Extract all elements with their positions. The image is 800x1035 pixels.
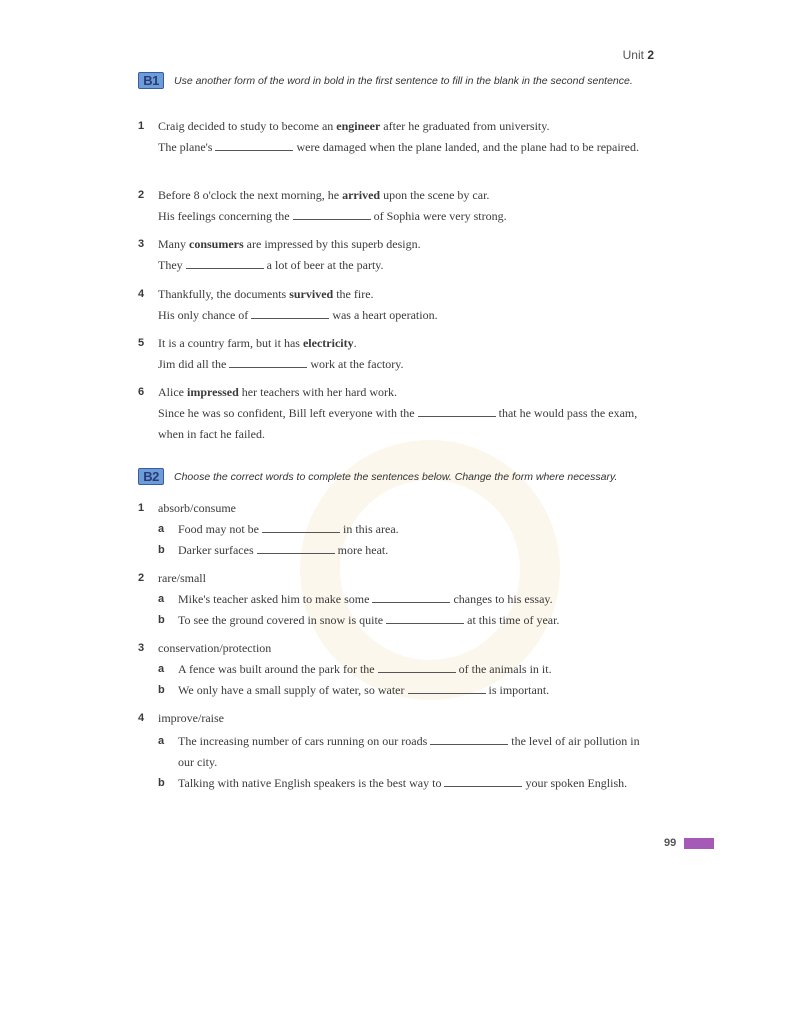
answer-blank[interactable] [186, 260, 264, 269]
answer-blank[interactable] [251, 310, 329, 319]
b2-group-4-words: 4 improve/raise [138, 711, 224, 725]
b2-group-2-words: 2 rare/small [138, 571, 206, 585]
answer-blank[interactable] [293, 211, 371, 220]
b1-item-5: 5 It is a country farm, but it has electricity. Jim did all the work at the factory. [138, 336, 404, 371]
b2-instruction: B2 Choose the correct words to complete the sentences below. Change the form where necessary. [138, 468, 668, 487]
b2-item-4a: a The increasing number of cars running on our roads the level of air pollution in our city. [158, 734, 640, 769]
answer-blank[interactable] [372, 594, 450, 603]
b1-item-1: 1 Craig decided to study to become an engineer after he graduated from university. The plane's were damaged when the plane landed, and the plane had to be repaired. [138, 119, 639, 154]
b1-item-6: 6 Alice impressed her teachers with her hard work. Since he was so confident, Bill left everyone with the that he would pass the exam, when in fact he failed. [138, 385, 638, 441]
answer-blank[interactable] [229, 359, 307, 368]
b2-item-2b: b To see the ground covered in snow is quite at this time of year. [158, 613, 560, 627]
b1-instruction: B1 Use another form of the word in bold in the first sentence to fill in the blank in the second sentence. [138, 72, 668, 91]
b1-item-2: 2 Before 8 o'clock the next morning, he arrived upon the scene by car. His feelings concerning the of Sophia were very strong. [138, 188, 507, 223]
b1-item-4: 4 Thankfully, the documents survived the fire. His only chance of was a heart operation. [138, 287, 438, 322]
b2-item-3b: b We only have a small supply of water, so water is important. [158, 683, 550, 697]
b2-item-4b: b Talking with native English speakers is the best way to your spoken English. [158, 776, 628, 790]
answer-blank[interactable] [418, 408, 496, 417]
b2-item-3a: a A fence was built around the park for the of the animals in it. [158, 662, 552, 676]
answer-blank[interactable] [215, 142, 293, 151]
answer-blank[interactable] [386, 615, 464, 624]
page-number-bar [684, 838, 714, 849]
b2-item-1b: b Darker surfaces more heat. [158, 543, 389, 557]
b2-item-1a: a Food may not be in this area. [158, 522, 399, 536]
b2-group-3-words: 3 conservation/protection [138, 641, 272, 655]
page-number: 99 [664, 837, 677, 849]
b1-item-3: 3 Many consumers are impressed by this superb design. They a lot of beer at the party. [138, 237, 421, 272]
b2-badge: B2 [138, 468, 164, 485]
answer-blank[interactable] [430, 736, 508, 745]
b2-group-1-words: 1 absorb/consume [138, 501, 236, 515]
b1-badge: B1 [138, 72, 164, 89]
answer-blank[interactable] [262, 524, 340, 533]
unit-header: Unit 2 [622, 48, 654, 62]
answer-blank[interactable] [444, 778, 522, 787]
b2-item-2a: a Mike's teacher asked him to make some changes to his essay. [158, 592, 553, 606]
answer-blank[interactable] [408, 685, 486, 694]
answer-blank[interactable] [257, 545, 335, 554]
answer-blank[interactable] [378, 664, 456, 673]
